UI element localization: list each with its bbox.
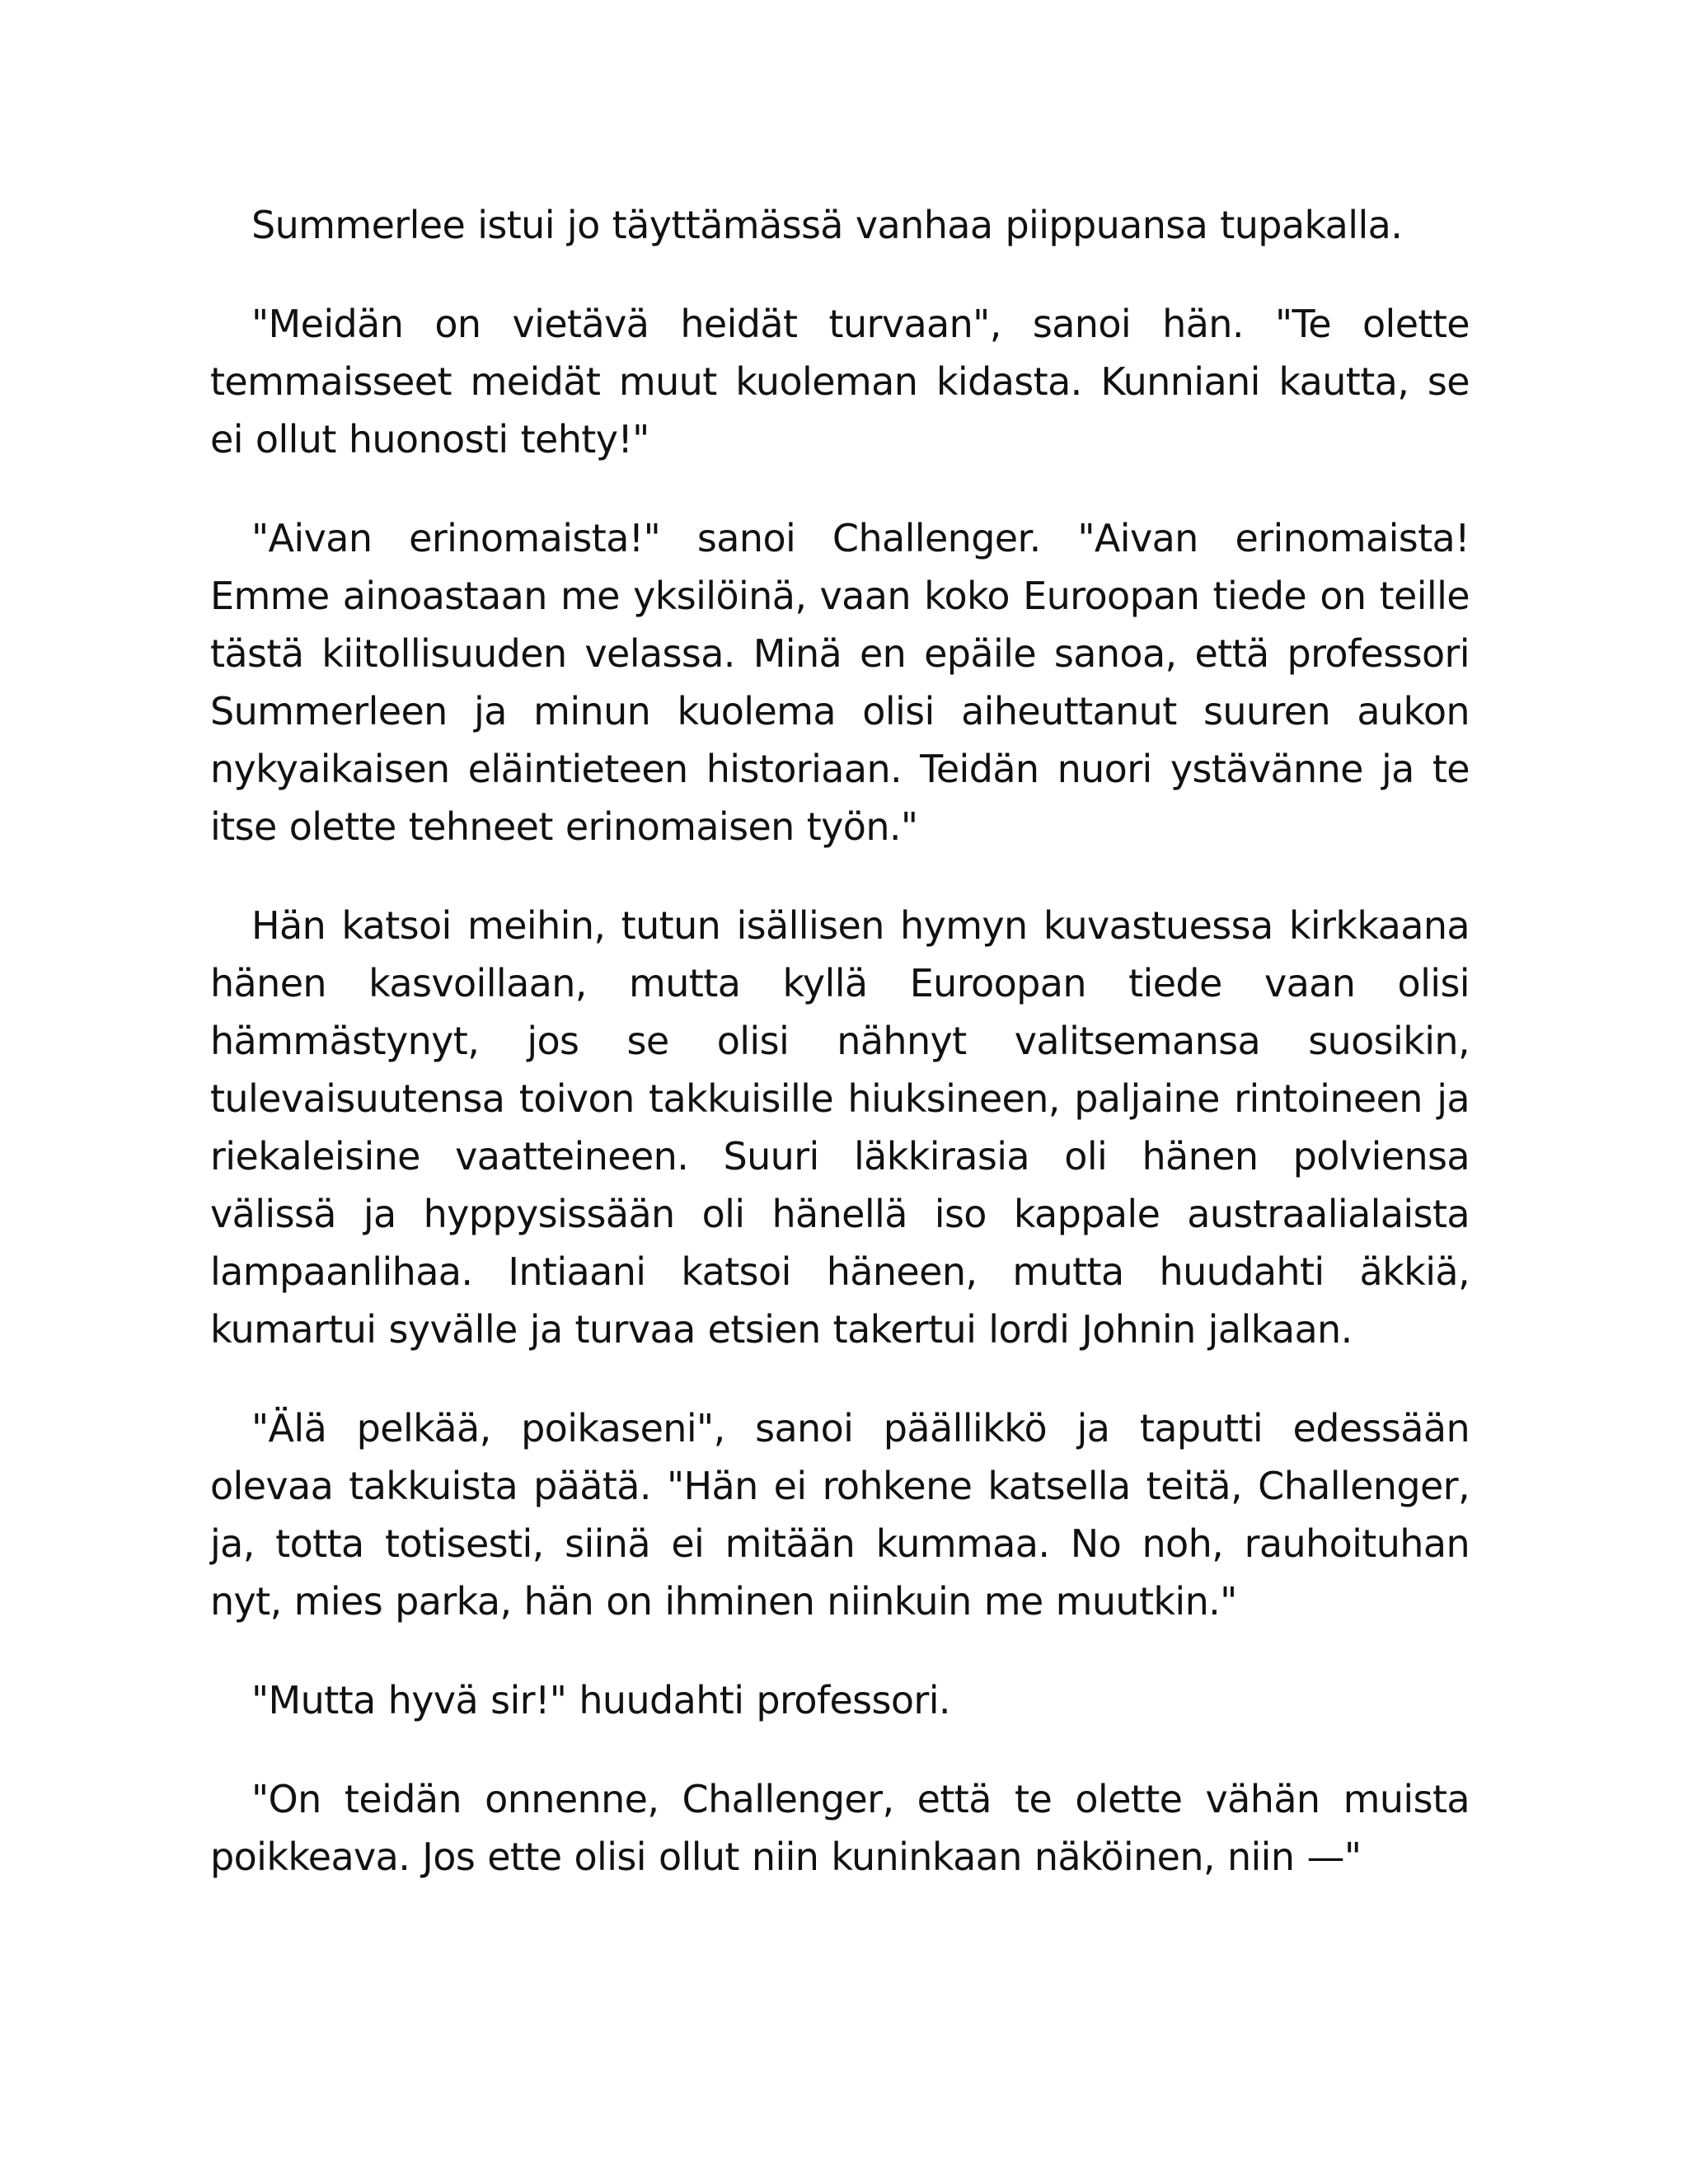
paragraph-7: "On teidän onnenne, Challenger, että te olette vähän muista poikkeava. Jos ette olisi ollut niin kuninkaan näköinen, niin —" <box>210 1777 1470 1879</box>
paragraph-6: "Mutta hyvä sir!" huudahti professori. <box>251 1678 950 1722</box>
paragraph-4: Hän katsoi meihin, tutun isällisen hymyn kuvastuessa kirkkaana hänen kasvoillaan, mutta kyllä Euroopan tiede vaan olisi hämmästynyt, jos se olisi nähnyt valitsemansa suosikin, tulevaisuutensa toivon takkuisille hiuksineen, paljaine rintoineen ja riekaleisine vaatteineen. Suuri läkkirasia oli hänen polviensa välissä ja hyppysissään oli hänellä iso kappale austraalialaista lampaanlihaa. Intiaani katsoi häneen, mutta huudahti äkkiä, kumartui syvälle ja turvaa etsien takertui lordi Johnin jalkaan. <box>210 903 1470 1352</box>
paragraph-1: Summerlee istui jo täyttämässä vanhaa piippuansa tupakalla. <box>251 203 1403 247</box>
paragraph-5: "Älä pelkää, poikaseni", sanoi päällikkö ja taputti edessään olevaa takkuista päätä. "Hän ei rohkene katsella teitä, Challenger, ja, totta totisesti, siinä ei mitään kummaa. No noh, rauhoituhan nyt, mies parka, hän on ihminen niinkuin me muutkin." <box>210 1406 1470 1624</box>
paragraph-3: "Aivan erinomaista!" sanoi Challenger. "Aivan erinomaista! Emme ainoastaan me yksilöinä, vaan koko Euroopan tiede on teille tästä kiitollisuuden velassa. Minä en epäile sanoa, että professori Summerleen ja minun kuolema olisi aiheuttanut suuren aukon nykyaikaisen eläintieteen historiaan. Teidän nuori ystävänne ja te itse olette tehneet erinomaisen työn." <box>210 516 1470 849</box>
document-page <box>210 196 1470 1927</box>
paragraph-2: "Meidän on vietävä heidät turvaan", sanoi hän. "Te olette temmaisseet meidät muut kuoleman kidasta. Kunniani kautta, se ei ollut huonosti tehty!" <box>210 302 1470 462</box>
